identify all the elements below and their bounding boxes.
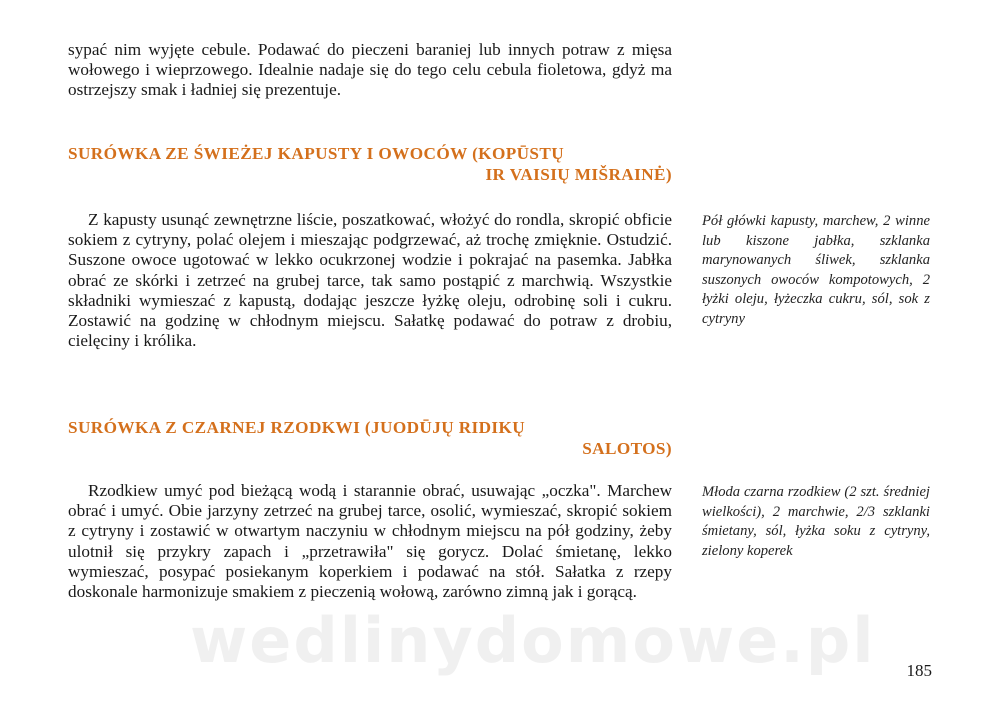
- recipe-title-cabbage: [68, 143, 672, 185]
- recipe-title-radish: [68, 417, 672, 459]
- recipe-title-line1: SURÓWKA ZE ŚWIEŻEJ KAPUSTY I OWOCÓW (KOPŪSTŲ: [68, 144, 565, 163]
- recipe-title-line2: SALOTOS): [582, 439, 672, 458]
- page-number: 185: [906, 661, 932, 680]
- ingredients-radish: Młoda czarna rzodkiew (2 szt. średniej wielkości), 2 marchwie, 2/3 szklanki śmietany, sól, łyżka soku z cytryny, zielony koperek: [702, 484, 930, 559]
- recipe-title-line2: IR VAISIŲ MIŠRAINĖ): [485, 165, 672, 184]
- recipe-title-line1: SURÓWKA Z CZARNEJ RZODKWI (JUODŪJŲ RIDIKŲ: [68, 418, 526, 437]
- intro-paragraph: sypać nim wyjęte cebule. Podawać do pieczeni baraniej lub innych potraw z mięsa wołowego i wieprzowego. Idealnie nadaje się do tego celu cebula fioletowa, gdyż ma ostrzejszy smak i ładniej się prezentuje.: [68, 40, 672, 100]
- watermark: wedlinydomowe.pl: [190, 604, 876, 677]
- recipe-instructions-radish: Rzodkiew umyć pod bieżącą wodą i starannie obrać, usuwając „oczka". Marchew obrać i umyć. Obie jarzyny zetrzeć na grubej tarce, osolić, wymieszać, skropić sokiem z cytryny i zostawić w otwartym naczyniu w chłodnym miejscu na pół godziny, żeby ulotnił się przykry zapach i „przetrawiła" się gorycz. Dolać śmietanę, lekko wymieszać, posypać posiekanym koperkiem i podawać na stół. Sałatka z rzepy doskonale harmonizuje smakiem z pieczenią wołową, zarówno zimną jak i gorącą.: [68, 481, 672, 602]
- ingredients-cabbage: Pół główki kapusty, marchew, 2 winne lub kiszone jabłka, szklanka marynowanych śliwek, szklanka suszonych owoców kompotowych, 2 łyżki oleju, łyżeczka cukru, sól, sok z cytryny: [702, 213, 930, 327]
- recipe-instructions-cabbage: Z kapusty usunąć zewnętrzne liście, poszatkować, włożyć do rondla, skropić obficie sokiem z cytryny, polać olejem i mieszając podgrzewać, aż trochę zmięknie. Ostudzić. Suszone owoce ugotować w lekko ocukrzonej wodzie i pokrajać na pasemka. Jabłka obrać ze skórki i zetrzeć na grubej tarce, tak samo postąpić z marchwią. Wszystkie składniki wymieszać z kapustą, dodając jeszcze łyżkę oleju, odrobinę soli i cukru. Zostawić na godzinę w chłodnym miejscu. Sałatkę podawać do potraw z drobiu, cielęciny i królika.: [68, 210, 672, 351]
